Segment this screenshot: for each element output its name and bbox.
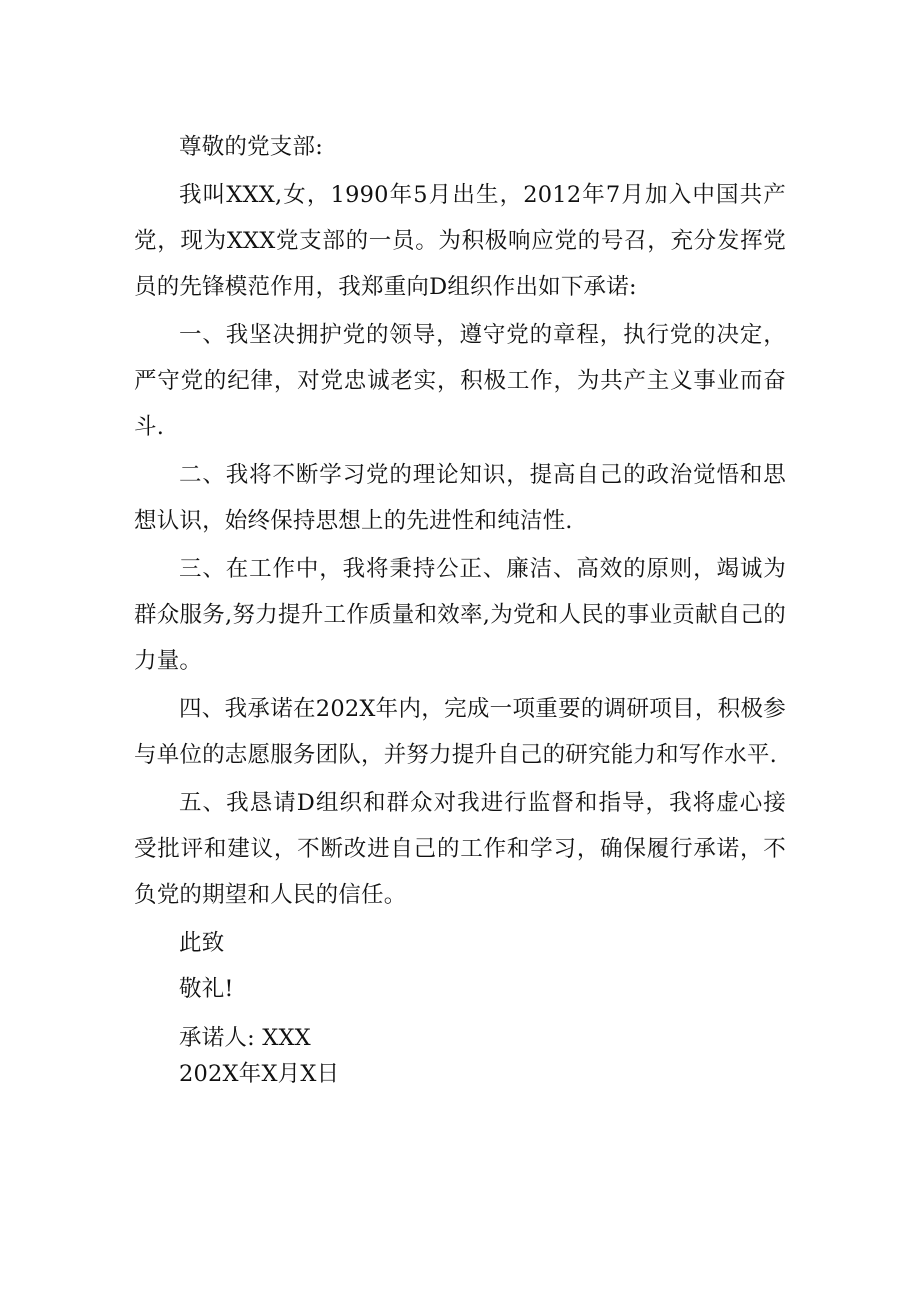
paragraph-pledge-2: 二、我将不断学习党的理论知识，提高自己的政治觉悟和思想认识，始终保持思想上的先进性和纯洁性. — [134, 462, 786, 534]
paragraph-intro: 我叫XXX,女，1990年5月出生，2012年7月加入中国共产党，现为XXX党支部的一员。为积极响应党的号召，充分发挥党员的先锋模范作用，我郑重向D组织作出如下承诺: — [134, 182, 786, 300]
letter-body — [134, 124, 786, 1092]
closing-jingli: 敬礼! — [179, 976, 234, 1002]
closing-cizhi: 此致 — [179, 930, 225, 956]
paragraph-pledge-5: 五、我恳请D组织和群众对我进行监督和指导，我将虚心接受批评和建议，不断改进自己的工作和学习，确保履行承诺，不负党的期望和人民的信任。 — [134, 790, 786, 908]
paragraph-pledge-4: 四、我承诺在202X年内，完成一项重要的调研项目，积极参与单位的志愿服务团队，并努力提升自己的研究能力和写作水平. — [134, 696, 786, 768]
signer-line: 承诺人: XXX — [179, 1025, 311, 1051]
paragraph-pledge-3: 三、在工作中，我将秉持公正、廉洁、高效的原则，竭诚为群众服务,努力提升工作质量和效率,为党和人民的事业贡献自己的力量。 — [134, 556, 786, 674]
salutation: 尊敬的党支部: — [179, 134, 323, 160]
paragraph-pledge-1: 一、我坚决拥护党的领导，遵守党的章程，执行党的决定，严守党的纪律，对党忠诚老实，积极工作，为共产主义事业而奋斗. — [134, 322, 786, 440]
date-line: 202X年X月X日 — [179, 1061, 340, 1087]
